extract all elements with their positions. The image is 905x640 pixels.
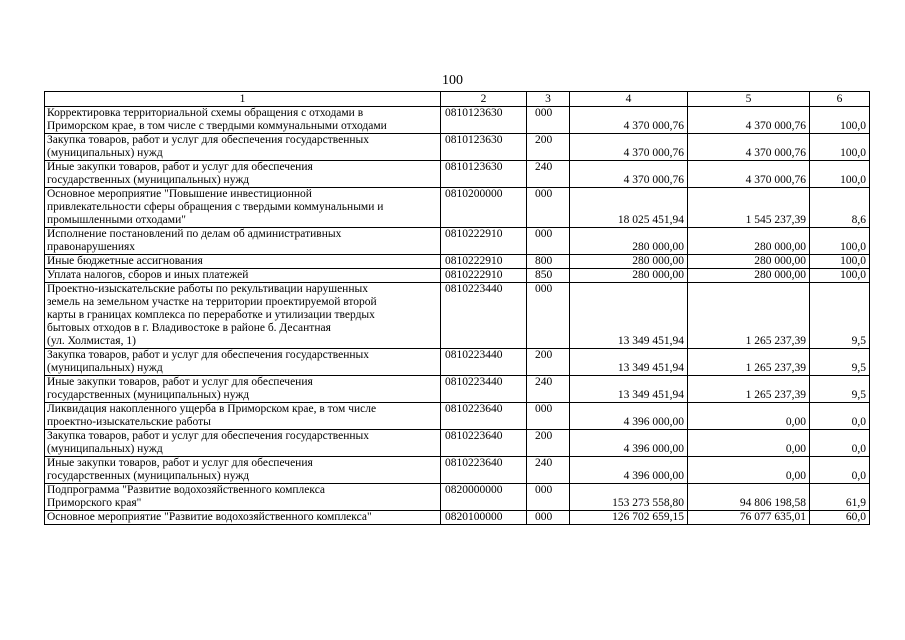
execution-percent-cell: 100,0: [810, 228, 870, 255]
target-code-cell: 0810123630: [441, 107, 527, 134]
table-row: [45, 376, 870, 403]
row-name-cell: Иные бюджетные ассигнования: [45, 255, 441, 269]
executed-amount-cell: 280 000,00: [688, 269, 810, 283]
row-name-cell: Подпрограмма "Развитие водохозяйственного комплекса Приморского края": [45, 484, 441, 511]
target-code-cell: 0810222910: [441, 269, 527, 283]
expense-type-cell: 240: [527, 457, 570, 484]
expense-type-cell: 200: [527, 349, 570, 376]
executed-amount-cell: 4 370 000,76: [688, 134, 810, 161]
target-code-cell: 0810223640: [441, 430, 527, 457]
row-name-cell: Закупка товаров, работ и услуг для обеспечения государственных (муниципальных) нужд: [45, 349, 441, 376]
expense-type-cell: 000: [527, 403, 570, 430]
executed-amount-cell: 0,00: [688, 430, 810, 457]
execution-percent-cell: 0,0: [810, 457, 870, 484]
expense-type-cell: 000: [527, 107, 570, 134]
executed-amount-cell: 1 265 237,39: [688, 349, 810, 376]
planned-amount-cell: 280 000,00: [570, 269, 688, 283]
target-code-cell: 0810223640: [441, 403, 527, 430]
execution-percent-cell: 100,0: [810, 161, 870, 188]
expense-type-cell: 240: [527, 161, 570, 188]
column-number-header-row: [45, 92, 870, 107]
execution-percent-cell: 100,0: [810, 107, 870, 134]
row-name-cell: Иные закупки товаров, работ и услуг для обеспечения государственных (муниципальных) нужд: [45, 457, 441, 484]
target-code-cell: 0820000000: [441, 484, 527, 511]
execution-percent-cell: 9,5: [810, 349, 870, 376]
table-row: [45, 269, 870, 283]
execution-percent-cell: 100,0: [810, 255, 870, 269]
expense-type-cell: 000: [527, 283, 570, 349]
row-name-cell: Иные закупки товаров, работ и услуг для обеспечения государственных (муниципальных) нужд: [45, 376, 441, 403]
executed-amount-cell: 76 077 635,01: [688, 511, 810, 525]
table-row: [45, 161, 870, 188]
planned-amount-cell: 4 396 000,00: [570, 430, 688, 457]
planned-amount-cell: 13 349 451,94: [570, 376, 688, 403]
expense-type-cell: 200: [527, 134, 570, 161]
expense-type-cell: 850: [527, 269, 570, 283]
planned-amount-cell: 126 702 659,15: [570, 511, 688, 525]
column-header: 5: [688, 92, 810, 107]
table-row: [45, 403, 870, 430]
target-code-cell: 0820100000: [441, 511, 527, 525]
execution-percent-cell: 60,0: [810, 511, 870, 525]
executed-amount-cell: 280 000,00: [688, 228, 810, 255]
table-row: [45, 430, 870, 457]
target-code-cell: 0810223640: [441, 457, 527, 484]
table-row: [45, 134, 870, 161]
table-row: [45, 457, 870, 484]
expense-type-cell: 000: [527, 511, 570, 525]
target-code-cell: 0810222910: [441, 228, 527, 255]
target-code-cell: 0810223440: [441, 349, 527, 376]
budget-table: [44, 91, 870, 525]
executed-amount-cell: 1 545 237,39: [688, 188, 810, 228]
executed-amount-cell: 4 370 000,76: [688, 161, 810, 188]
target-code-cell: 0810223440: [441, 283, 527, 349]
expense-type-cell: 000: [527, 188, 570, 228]
table-row: [45, 484, 870, 511]
target-code-cell: 0810123630: [441, 161, 527, 188]
expense-type-cell: 800: [527, 255, 570, 269]
page-number: 100: [442, 73, 463, 88]
executed-amount-cell: 0,00: [688, 457, 810, 484]
execution-percent-cell: 0,0: [810, 430, 870, 457]
planned-amount-cell: 13 349 451,94: [570, 349, 688, 376]
expense-type-cell: 000: [527, 484, 570, 511]
row-name-cell: Закупка товаров, работ и услуг для обеспечения государственных (муниципальных) нужд: [45, 134, 441, 161]
table-row: [45, 283, 870, 349]
row-name-cell: Уплата налогов, сборов и иных платежей: [45, 269, 441, 283]
table-row: [45, 255, 870, 269]
column-header: 4: [570, 92, 688, 107]
execution-percent-cell: 9,5: [810, 283, 870, 349]
table-row: [45, 228, 870, 255]
execution-percent-cell: 0,0: [810, 403, 870, 430]
row-name-cell: Ликвидация накопленного ущерба в Приморском крае, в том числе проектно-изыскательские работы: [45, 403, 441, 430]
target-code-cell: 0810123630: [441, 134, 527, 161]
executed-amount-cell: 4 370 000,76: [688, 107, 810, 134]
executed-amount-cell: 94 806 198,58: [688, 484, 810, 511]
planned-amount-cell: 4 370 000,76: [570, 107, 688, 134]
planned-amount-cell: 13 349 451,94: [570, 283, 688, 349]
expense-type-cell: 200: [527, 430, 570, 457]
executed-amount-cell: 1 265 237,39: [688, 376, 810, 403]
row-name-cell: Проектно-изыскательские работы по рекультивации нарушенных земель на земельном участке на территории проектируемой второй карты в границах комплекса по переработке и утилизации твердых бытовых отходов в г. Владивостоке в районе б. Десантная (ул. Холмистая, 1): [45, 283, 441, 349]
planned-amount-cell: 4 396 000,00: [570, 457, 688, 484]
execution-percent-cell: 8,6: [810, 188, 870, 228]
expense-type-cell: 000: [527, 228, 570, 255]
execution-percent-cell: 9,5: [810, 376, 870, 403]
column-header: 2: [441, 92, 527, 107]
planned-amount-cell: 4 396 000,00: [570, 403, 688, 430]
execution-percent-cell: 100,0: [810, 269, 870, 283]
table-row: [45, 188, 870, 228]
column-header: 1: [45, 92, 441, 107]
row-name-cell: Корректировка территориальной схемы обращения с отходами в Приморском крае, в том числе с твердыми коммунальными отходами: [45, 107, 441, 134]
execution-percent-cell: 61,9: [810, 484, 870, 511]
expense-type-cell: 240: [527, 376, 570, 403]
execution-percent-cell: 100,0: [810, 134, 870, 161]
table-row: [45, 107, 870, 134]
table-row: [45, 349, 870, 376]
column-header: 6: [810, 92, 870, 107]
executed-amount-cell: 1 265 237,39: [688, 283, 810, 349]
planned-amount-cell: 280 000,00: [570, 255, 688, 269]
column-header: 3: [527, 92, 570, 107]
row-name-cell: Исполнение постановлений по делам об административных правонарушениях: [45, 228, 441, 255]
planned-amount-cell: 4 370 000,76: [570, 161, 688, 188]
row-name-cell: Закупка товаров, работ и услуг для обеспечения государственных (муниципальных) нужд: [45, 430, 441, 457]
target-code-cell: 0810222910: [441, 255, 527, 269]
target-code-cell: 0810200000: [441, 188, 527, 228]
planned-amount-cell: 18 025 451,94: [570, 188, 688, 228]
planned-amount-cell: 4 370 000,76: [570, 134, 688, 161]
table-row: [45, 511, 870, 525]
planned-amount-cell: 153 273 558,80: [570, 484, 688, 511]
row-name-cell: Иные закупки товаров, работ и услуг для обеспечения государственных (муниципальных) нужд: [45, 161, 441, 188]
executed-amount-cell: 0,00: [688, 403, 810, 430]
row-name-cell: Основное мероприятие "Развитие водохозяйственного комплекса": [45, 511, 441, 525]
executed-amount-cell: 280 000,00: [688, 255, 810, 269]
target-code-cell: 0810223440: [441, 376, 527, 403]
planned-amount-cell: 280 000,00: [570, 228, 688, 255]
row-name-cell: Основное мероприятие "Повышение инвестиционной привлекательности сферы обращения с твердыми коммунальными и промышленными отходами": [45, 188, 441, 228]
